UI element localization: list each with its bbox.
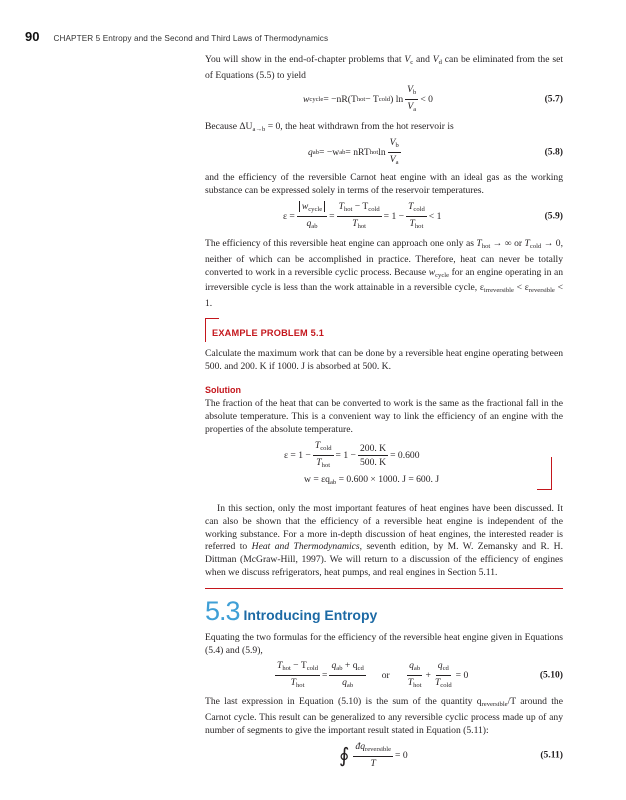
equation-5-8: q ab = −w ab = nRT hot ln $\frac{V_b}{V_a}$ (5.8) — [308, 136, 563, 166]
section-heading — [205, 596, 377, 627]
solution-text: The fraction of the heat that can be converted to work is the same as the fractional fall in the absolute temperature. This is a convenient way to link the efficiency of an engine with the properties of the absolute temperature. — [205, 398, 563, 435]
contour-integral-symbol: ∮ — [339, 744, 350, 767]
equation-5-7: w cycle = −nR(T hot − T cold ) ln $\frac{V_b}{V_a}$ < 0 (5.7) — [303, 83, 563, 113]
equation-example-work: $w = \varepsilon q_{ab} = 0.600 \times 1000$. J = 600. J — [304, 474, 440, 486]
equation-number: (5.10) — [539, 669, 563, 681]
example-title: EXAMPLE PROBLEM 5.1 — [212, 328, 325, 338]
equation-number: (5.8) — [544, 146, 563, 158]
paragraph-equating-formulas: Equating the two formulas for the efficiency of the reversible heat engine given in Equations (5.4) and (5.9), — [205, 632, 563, 656]
equation-number: (5.11) — [540, 749, 563, 761]
example-end-bracket — [551, 457, 552, 489]
equation-5-9: ε = $\frac{w_{cycle}}{q_{ab}}$ = $\frac{T_{hot} - T_{cold}}{T_{hot}}$ = 1 − $\frac{T_{cold}}{T_{hot}}$ < 1 (5.9) — [283, 200, 563, 230]
paragraph-eliminate-vc-vd: You will show in the end-of-chapter problems that $V_c$ and $V_d$ can be eliminated from the set of Equations (5.5) to yield — [205, 54, 563, 81]
equation-number: (5.7) — [544, 93, 563, 105]
equation-5-10: $\frac{T_{hot} - T_{cold}}{T_{hot}}$ = $\frac{q_{ab} + q_{cd}}{q_{ab}}$ or $\frac{q_{ab}}{T_{hot}}$ + $\frac{q_{cd}}{T_{cold}}$ = 0 (5.10) — [277, 659, 563, 689]
section-number: 5.3 — [205, 596, 240, 626]
paragraph-heat-withdrawn: Because $\Delta U_{a\to b} = 0$, the heat withdrawn from the hot reservoir is — [205, 121, 454, 133]
page-header — [25, 29, 328, 44]
paragraph-heat-engines-summary: In this section, only the most important features of heat engines have been discussed. It can also be shown that the efficiency of a reversible heat engine is independent of the working substance. For a more in-depth discussion of heat engines, the interested reader is referred to Heat and Thermodynamics, seventh edition, by M. W. Zemansky and R. H. Dittman (McGraw-Hill, 1997). We will return to a discussion of the efficiency of engines when we discuss refrigerators, heat pumps, and real engines in Section 5.11. — [205, 503, 563, 578]
paragraph-carnot-efficiency: and the efficiency of the reversible Carnot heat engine with an ideal gas as the working substance can be expressed solely in terms of the reservoir temperatures. — [205, 172, 563, 196]
paragraph-efficiency-limits: The efficiency of this reversible heat engine can approach one only as $T_{hot}$ → ∞ or $T_{cold} \to 0$, neither of which can be accomplished in practice. Therefore, heat can never be totally converted to work in a reversible cyclic process. Because $w_{cycle}$ for an engine operating in an irreversible cycle is less than the work attainable in a reversible cycle, $\varepsilon_{irreversible} < \varepsilon_{reversible} < 1$. — [205, 238, 564, 310]
example-end-bracket-bottom — [537, 489, 552, 490]
example-bracket-top — [205, 318, 219, 319]
solution-label: Solution — [205, 385, 241, 395]
equation-number: (5.9) — [544, 210, 563, 222]
page-number: 90 — [25, 29, 40, 44]
section-title: Introducing Entropy — [243, 607, 378, 623]
chapter-title: CHAPTER 5 Entropy and the Second and Third Laws of Thermodynamics — [53, 34, 329, 43]
section-divider — [205, 588, 563, 589]
paragraph-carnot-sum: The last expression in Equation (5.10) is the sum of the quantity $q_{reversible}/T$ around the Carnot cycle. This result can be generalized to any reversible cyclic process made up of any number of segments to give the important result stated in Equation (5.11): — [205, 696, 563, 736]
example-bracket — [205, 318, 206, 342]
equation-5-11: ∮ $\frac{đq_{reversible}}{T}$ = 0 (5.11) — [339, 741, 563, 769]
equation-example-efficiency: ε = 1 − $\frac{T_{cold}}{T_{hot}}$ = 1 − $\frac{200. K}{500. K}$ = 0.600 — [284, 439, 420, 469]
example-problem-text: Calculate the maximum work that can be done by a reversible heat engine operating between 500. and 200. K if 1000. J is absorbed at 500. K. — [205, 348, 563, 372]
